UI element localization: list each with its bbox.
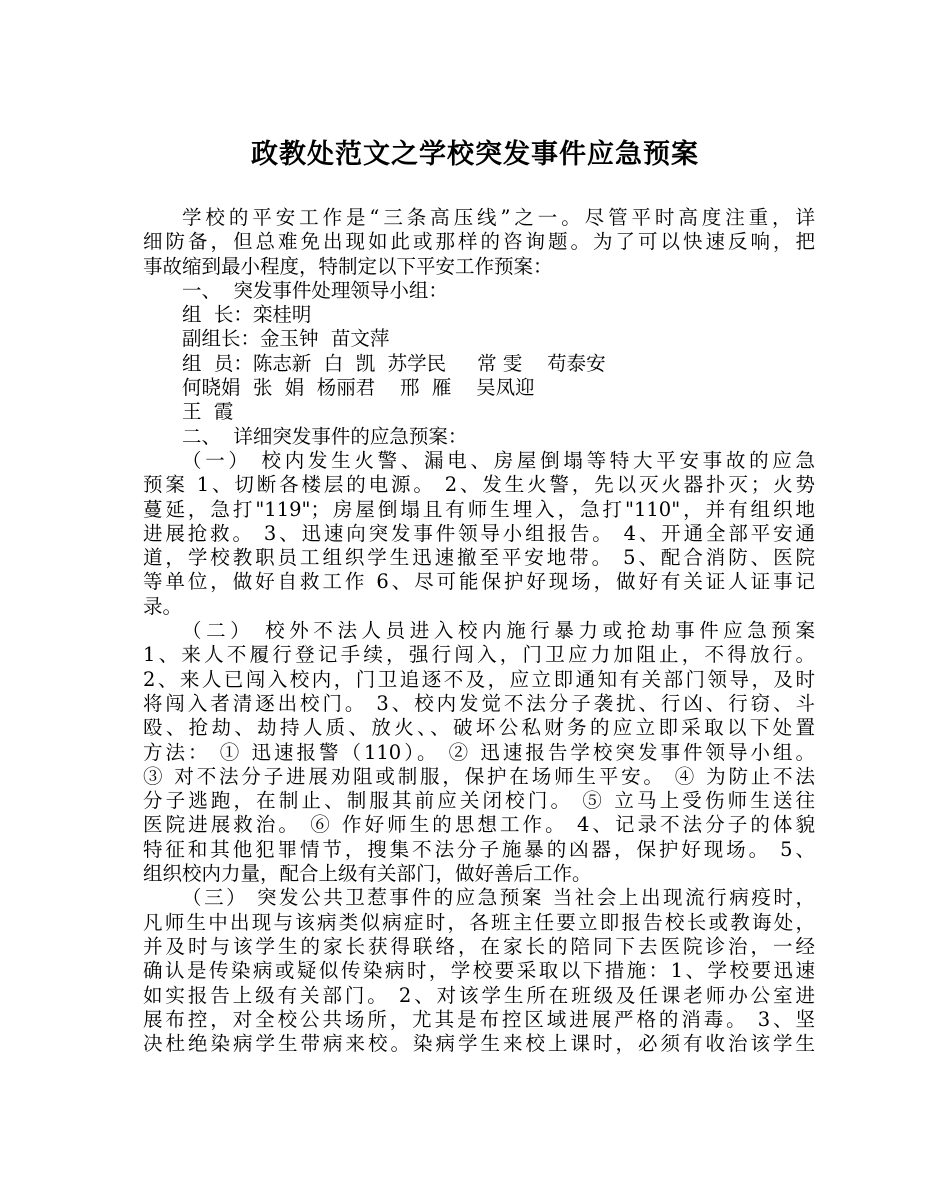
text-line: 展布控，对全校公共场所，尤其是布控区域进展严格的消毒。 3、坚 [143,1007,815,1031]
text-line: 事故缩到最小程度，特制定以下平安工作预案： [143,254,553,278]
text-line: 组 员：陈志新 白 凯 苏学民 常 雯 苟泰安 [182,351,606,375]
text-line: 如实报告上级有关部门。 2、对该学生所在班级及任课老师办公室进 [143,983,815,1007]
text-line: 副组长：金玉钟 苗文萍 [182,327,390,351]
text-line: 一、 突发事件处理领导小组： [182,278,448,302]
text-line: 凡师生中出现与该病类似病症时，各班主任要立即报告校长或教诲处， [143,910,815,934]
text-line: 组 长：栾桂明 [182,303,312,327]
document-title: 政教处范文之学校突发事件应急预案 [251,139,699,170]
text-line: 1、来人不履行登记手续，强行闯入，门卫应力加阻止，不得放行。 [143,643,815,667]
text-line: 方法： ① 迅速报警（110）。 ② 迅速报告学校突发事件领导小组。 [143,740,815,764]
text-line: 蔓延，急打"119"；房屋倒塌且有师生埋入，急打"110"，并有组织地 [143,497,815,521]
text-line: 何晓娟 张 娟 杨丽君 邢 雁 吴凤迎 [182,376,535,400]
text-line: 决杜绝染病学生带病来校。染病学生来校上课时，必须有收治该学生 [143,1032,815,1056]
text-line: 进展抢救。 3、迅速向突发事件领导小组报告。 4、开通全部平安通 [143,521,815,545]
text-line: 分子逃跑，在制止、制服其前应关闭校门。 ⑤ 立马上受伤师生送往 [143,789,815,813]
text-line: 等单位，做好自救工作 6、尽可能保护好现场，做好有关证人证事记 [143,570,815,594]
text-line: 将闯入者清逐出校门。 3、校内发觉不法分子袭扰、行凶、行窃、斗 [143,691,815,715]
text-line: 殴、抢劫、劫持人质、放火、、破坏公私财务的应立即采取以下处置 [143,716,815,740]
text-line: 预案 1、切断各楼层的电源。 2、发生火警，先以灭火器扑灭；火势 [143,473,815,497]
text-line: 录。 [143,594,183,618]
text-line: 组织校内力量，配合上级有关部门，做好善后工作。 [143,862,592,886]
text-line: 特征和其他犯罪情节，搜集不法分子施暴的凶器，保护好现场。 5、 [143,837,815,861]
text-line: ③ 对不法分子进展劝阻或制服，保护在场师生平安。 ④ 为防止不法 [143,764,815,788]
text-line: 道，学校教职员工组织学生迅速撤至平安地带。 5、配合消防、医院 [143,546,815,570]
text-line: 确认是传染病或疑似传染病时，学校要采取以下措施：1、学校要迅速 [143,959,815,983]
text-line: 医院进展救治。 ⑥ 作好师生的思想工作。 4、记录不法分子的体貌 [143,813,815,837]
text-line: 学校的平安工作是“三条高压线”之一。尽管平时高度注重，详 [182,206,815,229]
text-line: （二） 校外不法人员进入校内施行暴力或抢劫事件应急预案 [182,619,815,643]
document-body [143,206,815,1056]
text-line: （一） 校内发生火警、漏电、房屋倒塌等特大平安事故的应急 [182,448,815,472]
text-line: 2、来人已闯入校内，门卫追逐不及，应立即通知有关部门领导，及时 [143,667,815,691]
text-line: 细防备，但总难免出现如此或那样的咨询题。为了可以快速反响，把 [143,230,815,254]
text-line: 二、 详细突发事件的应急预案： [182,424,468,448]
text-line: （三） 突发公共卫惹事件的应急预案 当社会上出现流行病疫时， [182,886,815,910]
text-line: 并及时与该学生的家长获得联络，在家长的陪同下去医院诊治，一经 [143,934,815,958]
text-line: 王 霞 [182,400,234,424]
